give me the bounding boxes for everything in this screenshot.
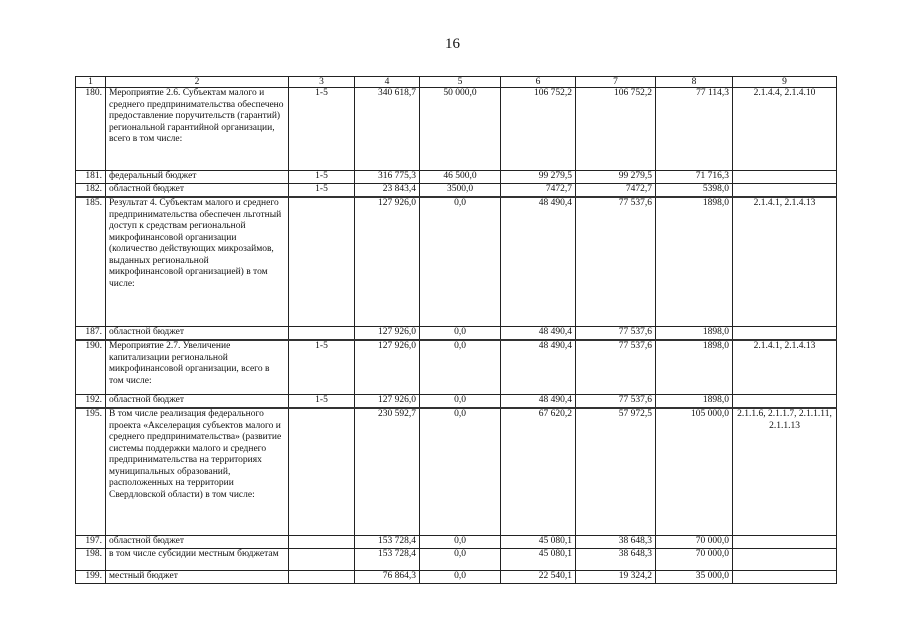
column-header: 7 [576,77,656,88]
period-cell: 1-5 [289,88,355,171]
page-number: 16 [445,36,460,52]
value-cell: 38 648,3 [576,549,656,571]
period-cell: 1-5 [289,340,355,395]
value-cell: 0,0 [420,197,501,327]
value-cell: 105 000,0 [656,408,733,536]
value-cell: 77 537,6 [576,340,656,395]
value-cell: 127 926,0 [355,197,420,327]
value-cell: 7472,7 [501,184,576,198]
value-cell: 77 537,6 [576,197,656,327]
period-cell: 1-5 [289,395,355,409]
value-cell: 1898,0 [656,340,733,395]
value-cell: 0,0 [420,395,501,409]
value-cell: 19 324,2 [576,571,656,584]
row-number-cell: 197. [76,536,106,549]
row-number-cell: 198. [76,549,106,571]
period-cell [289,327,355,341]
table-row [76,88,837,171]
value-cell: 67 620,2 [501,408,576,536]
row-label-cell: областной бюджет [106,395,289,409]
value-cell: 48 490,4 [501,327,576,341]
target-ref-cell: 2.1.1.6, 2.1.1.7, 2.1.1.11, 2.1.1.13 [733,408,837,536]
table-row [76,408,837,536]
value-cell: 0,0 [420,327,501,341]
value-cell: 57 972,5 [576,408,656,536]
value-cell: 153 728,4 [355,549,420,571]
value-cell: 45 080,1 [501,536,576,549]
value-cell: 1898,0 [656,197,733,327]
table-header-row [76,77,837,88]
value-cell: 46 500,0 [420,171,501,184]
target-ref-cell [733,536,837,549]
table-row [76,327,837,341]
value-cell: 127 926,0 [355,327,420,341]
target-ref-cell [733,571,837,584]
table-row [76,171,837,184]
table-row [76,197,837,327]
row-label-cell: областной бюджет [106,327,289,341]
value-cell: 22 540,1 [501,571,576,584]
row-number-cell: 195. [76,408,106,536]
value-cell: 3500,0 [420,184,501,198]
value-cell: 0,0 [420,549,501,571]
column-header: 9 [733,77,837,88]
period-cell: 1-5 [289,184,355,198]
value-cell: 127 926,0 [355,395,420,409]
row-label-cell: местный бюджет [106,571,289,584]
value-cell: 5398,0 [656,184,733,198]
period-cell [289,571,355,584]
table-body [76,77,837,584]
value-cell: 99 279,5 [501,171,576,184]
value-cell: 23 843,4 [355,184,420,198]
column-header: 6 [501,77,576,88]
period-cell [289,197,355,327]
row-number-cell: 185. [76,197,106,327]
row-number-cell: 180. [76,88,106,171]
row-label-cell: федеральный бюджет [106,171,289,184]
value-cell: 106 752,2 [576,88,656,171]
row-label-cell: Результат 4. Субъектам малого и среднего предпринимательства обеспечен льготный доступ к средствам региональной микрофинансовой организации (количество действующих микрозаймов, выданных региональной микрофинансовой организацией) в том числе: [106,197,289,327]
value-cell: 71 716,3 [656,171,733,184]
value-cell: 153 728,4 [355,536,420,549]
value-cell: 77 537,6 [576,395,656,409]
row-label-cell: Мероприятие 2.6. Субъектам малого и среднего предпринимательства обеспечено предоставление поручительств (гарантий) региональной гарантийной организации, всего в том числе: [106,88,289,171]
value-cell: 0,0 [420,408,501,536]
value-cell: 48 490,4 [501,395,576,409]
table-row [76,549,837,571]
column-header: 3 [289,77,355,88]
value-cell: 316 775,3 [355,171,420,184]
value-cell: 230 592,7 [355,408,420,536]
value-cell: 45 080,1 [501,549,576,571]
row-label-cell: В том числе реализация федерального проекта «Акселерация субъектов малого и среднего предпринимательства» (развитие системы поддержки малого и среднего предпринимательства на территориях муниципальных образований, расположенных на территории Свердловской области) в том числе: [106,408,289,536]
row-number-cell: 199. [76,571,106,584]
value-cell: 77 537,6 [576,327,656,341]
value-cell: 1898,0 [656,395,733,409]
target-ref-cell: 2.1.4.4, 2.1.4.10 [733,88,837,171]
row-label-cell: в том числе субсидии местным бюджетам [106,549,289,571]
row-label-cell: областной бюджет [106,184,289,198]
value-cell: 127 926,0 [355,340,420,395]
row-label-cell: Мероприятие 2.7. Увеличение капитализации региональной микрофинансовой организации, всего в том числе: [106,340,289,395]
period-cell: 1-5 [289,171,355,184]
period-cell [289,536,355,549]
column-header: 5 [420,77,501,88]
value-cell: 7472,7 [576,184,656,198]
row-number-cell: 181. [76,171,106,184]
value-cell: 0,0 [420,571,501,584]
row-number-cell: 182. [76,184,106,198]
target-ref-cell: 2.1.4.1, 2.1.4.13 [733,197,837,327]
value-cell: 76 864,3 [355,571,420,584]
budget-table [75,76,837,584]
value-cell: 70 000,0 [656,549,733,571]
target-ref-cell [733,395,837,409]
target-ref-cell: 2.1.4.1, 2.1.4.13 [733,340,837,395]
table-row [76,571,837,584]
column-header: 2 [106,77,289,88]
table-row [76,395,837,409]
value-cell: 1898,0 [656,327,733,341]
period-cell [289,408,355,536]
table-row [76,536,837,549]
row-number-cell: 190. [76,340,106,395]
value-cell: 48 490,4 [501,340,576,395]
value-cell: 38 648,3 [576,536,656,549]
value-cell: 0,0 [420,536,501,549]
value-cell: 50 000,0 [420,88,501,171]
value-cell: 106 752,2 [501,88,576,171]
table-row [76,184,837,198]
column-header: 4 [355,77,420,88]
value-cell: 70 000,0 [656,536,733,549]
target-ref-cell [733,171,837,184]
value-cell: 340 618,7 [355,88,420,171]
column-header: 1 [76,77,106,88]
row-label-cell: областной бюджет [106,536,289,549]
value-cell: 77 114,3 [656,88,733,171]
value-cell: 35 000,0 [656,571,733,584]
row-number-cell: 187. [76,327,106,341]
row-number-cell: 192. [76,395,106,409]
target-ref-cell [733,327,837,341]
value-cell: 48 490,4 [501,197,576,327]
column-header: 8 [656,77,733,88]
target-ref-cell [733,184,837,198]
target-ref-cell [733,549,837,571]
table-row [76,340,837,395]
value-cell: 99 279,5 [576,171,656,184]
period-cell [289,549,355,571]
value-cell: 0,0 [420,340,501,395]
